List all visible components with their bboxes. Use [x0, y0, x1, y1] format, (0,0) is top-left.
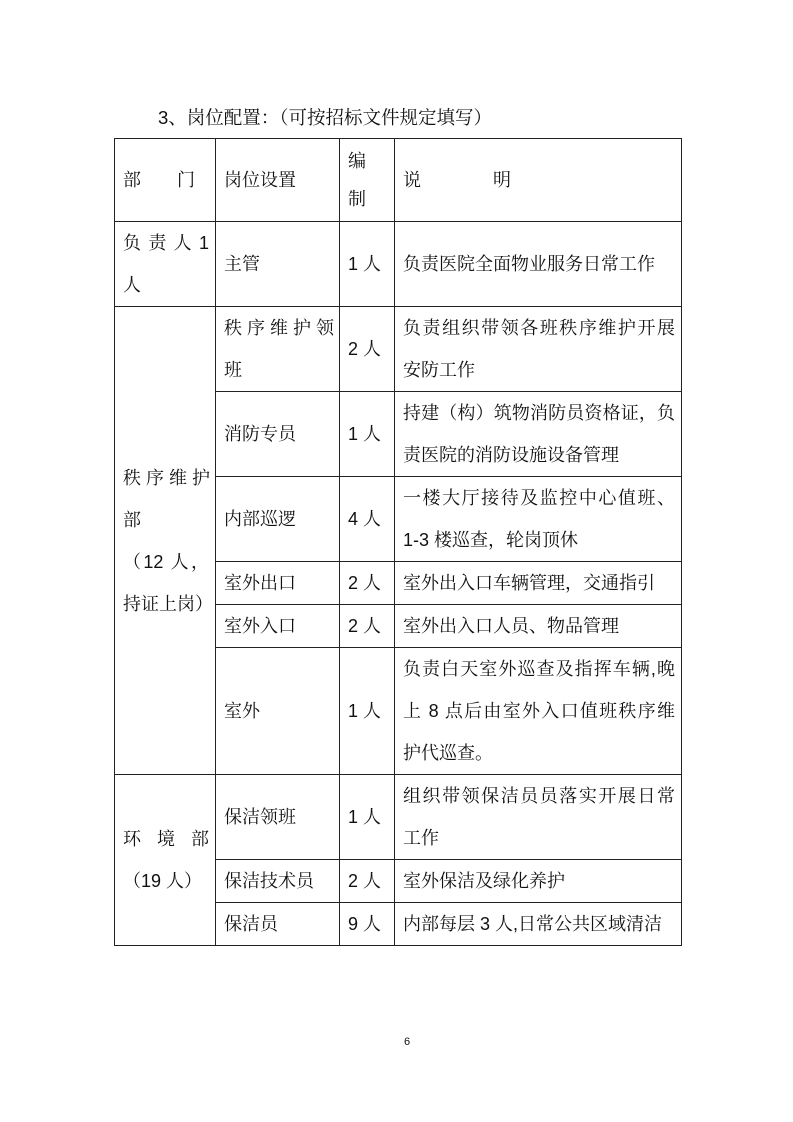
table-row	[115, 307, 682, 392]
dept-cell	[115, 775, 216, 946]
desc-cell	[395, 392, 682, 477]
cell-line: 组织带领保洁员员落实开展日常	[403, 786, 675, 806]
dept-cell	[115, 307, 216, 775]
count-cell: 2 人	[340, 307, 395, 392]
post-cell	[216, 562, 340, 605]
cell-line: 1-3 楼巡查，轮岗顶休	[403, 530, 579, 550]
section-heading: 3、岗位配置：（可按招标文件规定填写）	[158, 107, 493, 128]
cell-line: 班	[224, 360, 242, 380]
cell-line: 责医院的消防设施设备管理	[403, 445, 619, 465]
cell-line: （19 人）	[123, 871, 203, 891]
desc-cell	[395, 222, 682, 307]
count-cell: 1 人	[340, 392, 395, 477]
cell-line: 负责组织带领各班秩序维护开展	[403, 318, 675, 338]
count-cell: 2 人	[340, 860, 395, 903]
cell-line: 负 责 人 1	[123, 233, 209, 253]
cell-line: 负责医院全面物业服务日常工作	[403, 254, 655, 274]
header-desc: 说 明	[395, 139, 682, 222]
cell-line: 室外出入口车辆管理，交通指引	[403, 573, 655, 593]
table-row	[115, 222, 682, 307]
cell-line: 内部每层 3 人,日常公共区域清洁	[403, 914, 663, 934]
staffing-table	[114, 138, 682, 946]
desc-cell	[395, 903, 682, 946]
cell-line: 工作	[403, 828, 439, 848]
desc-cell	[395, 648, 682, 775]
count-cell: 1 人	[340, 648, 395, 775]
cell-line: 环境部	[123, 829, 209, 849]
cell-line: 护代巡查。	[403, 743, 493, 763]
desc-cell	[395, 307, 682, 392]
table-header-row	[115, 139, 682, 222]
page-number: 6	[404, 1036, 411, 1048]
count-cell: 9 人	[340, 903, 395, 946]
cell-line: 上 8 点后由室外入口值班秩序维	[403, 701, 675, 721]
count-cell: 2 人	[340, 605, 395, 648]
cell-line: 安防工作	[403, 360, 475, 380]
desc-cell	[395, 562, 682, 605]
cell-line: 保洁员	[224, 914, 278, 934]
cell-line: 主管	[224, 254, 260, 274]
count-cell: 4 人	[340, 477, 395, 562]
table-row	[115, 775, 682, 860]
post-cell	[216, 648, 340, 775]
cell-line: 内部巡逻	[224, 509, 296, 529]
cell-line: 秩 序 维 护	[123, 467, 211, 488]
post-cell	[216, 222, 340, 307]
post-cell	[216, 860, 340, 903]
post-cell	[216, 477, 340, 562]
header-dept: 部 门	[115, 139, 216, 222]
cell-line: 秩 序 维 护 领	[224, 318, 335, 338]
post-cell	[216, 392, 340, 477]
cell-line: 一楼大厅接待及监控中心值班、	[403, 488, 675, 508]
post-cell	[216, 903, 340, 946]
cell-line: 室外出口	[224, 573, 296, 593]
dept-cell	[115, 222, 216, 307]
cell-line: 人	[123, 275, 141, 295]
cell-line: 消防专员	[224, 424, 296, 444]
cell-line: 室外出入口人员、物品管理	[403, 616, 619, 636]
cell-line: 部	[123, 509, 141, 530]
cell-line: 室外保洁及绿化养护	[403, 871, 565, 891]
cell-line: 室外	[224, 701, 260, 721]
post-cell	[216, 775, 340, 860]
cell-line: （12 人，	[123, 551, 209, 572]
count-cell: 1 人	[340, 775, 395, 860]
post-cell	[216, 605, 340, 648]
count-cell: 1 人	[340, 222, 395, 307]
cell-line: 持证上岗）	[123, 593, 213, 614]
post-cell	[216, 307, 340, 392]
cell-line: 负责白天室外巡查及指挥车辆,晚	[403, 659, 675, 679]
cell-line: 持建（构）筑物消防员资格证，负	[403, 403, 675, 423]
desc-cell	[395, 477, 682, 562]
header-post: 岗位设置	[216, 139, 340, 222]
desc-cell	[395, 860, 682, 903]
cell-line: 室外入口	[224, 616, 296, 636]
header-count: 编 制	[340, 139, 395, 222]
cell-line: 保洁技术员	[224, 871, 314, 891]
desc-cell	[395, 605, 682, 648]
count-cell: 2 人	[340, 562, 395, 605]
desc-cell	[395, 775, 682, 860]
cell-line: 保洁领班	[224, 807, 296, 827]
